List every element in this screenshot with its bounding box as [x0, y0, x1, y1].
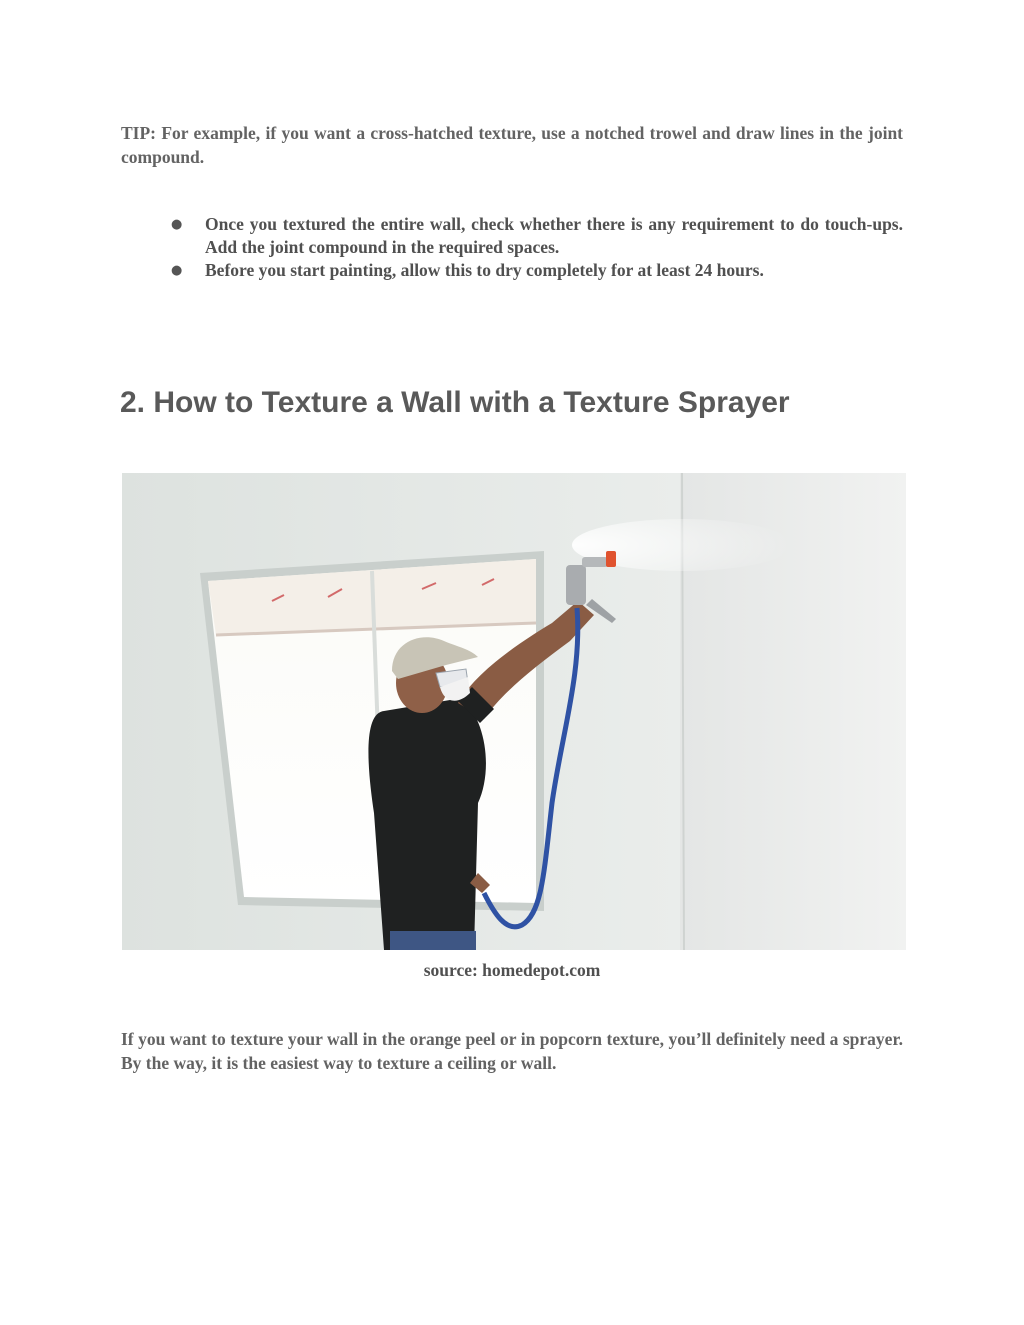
list-item: [166, 213, 903, 259]
section-heading: 2. How to Texture a Wall with a Texture Sprayer: [120, 386, 790, 419]
sprayer-illustration: [122, 473, 906, 950]
bullet-list: [166, 213, 903, 282]
bullet-icon: ●: [171, 263, 183, 278]
list-item-text: Before you start painting, allow this to dry completely for at least 24 hours.: [205, 260, 764, 280]
bullet-icon: ●: [171, 217, 183, 232]
tip-paragraph: TIP: For example, if you want a cross-hatched texture, use a notched trowel and draw lines in the joint compound.: [121, 123, 903, 167]
image-caption: source: homedepot.com: [423, 960, 601, 980]
sprayer-photo: [122, 473, 906, 950]
list-item-text: Once you textured the entire wall, check whether there is any requirement to do touch-ups. Add the joint compound in the required spaces.: [205, 214, 903, 257]
body-paragraph: If you want to texture your wall in the orange peel or in popcorn texture, you’ll definitely need a sprayer. By the way, it is the easiest way to texture a ceiling or wall.: [121, 1029, 903, 1073]
list-item: [166, 259, 903, 282]
